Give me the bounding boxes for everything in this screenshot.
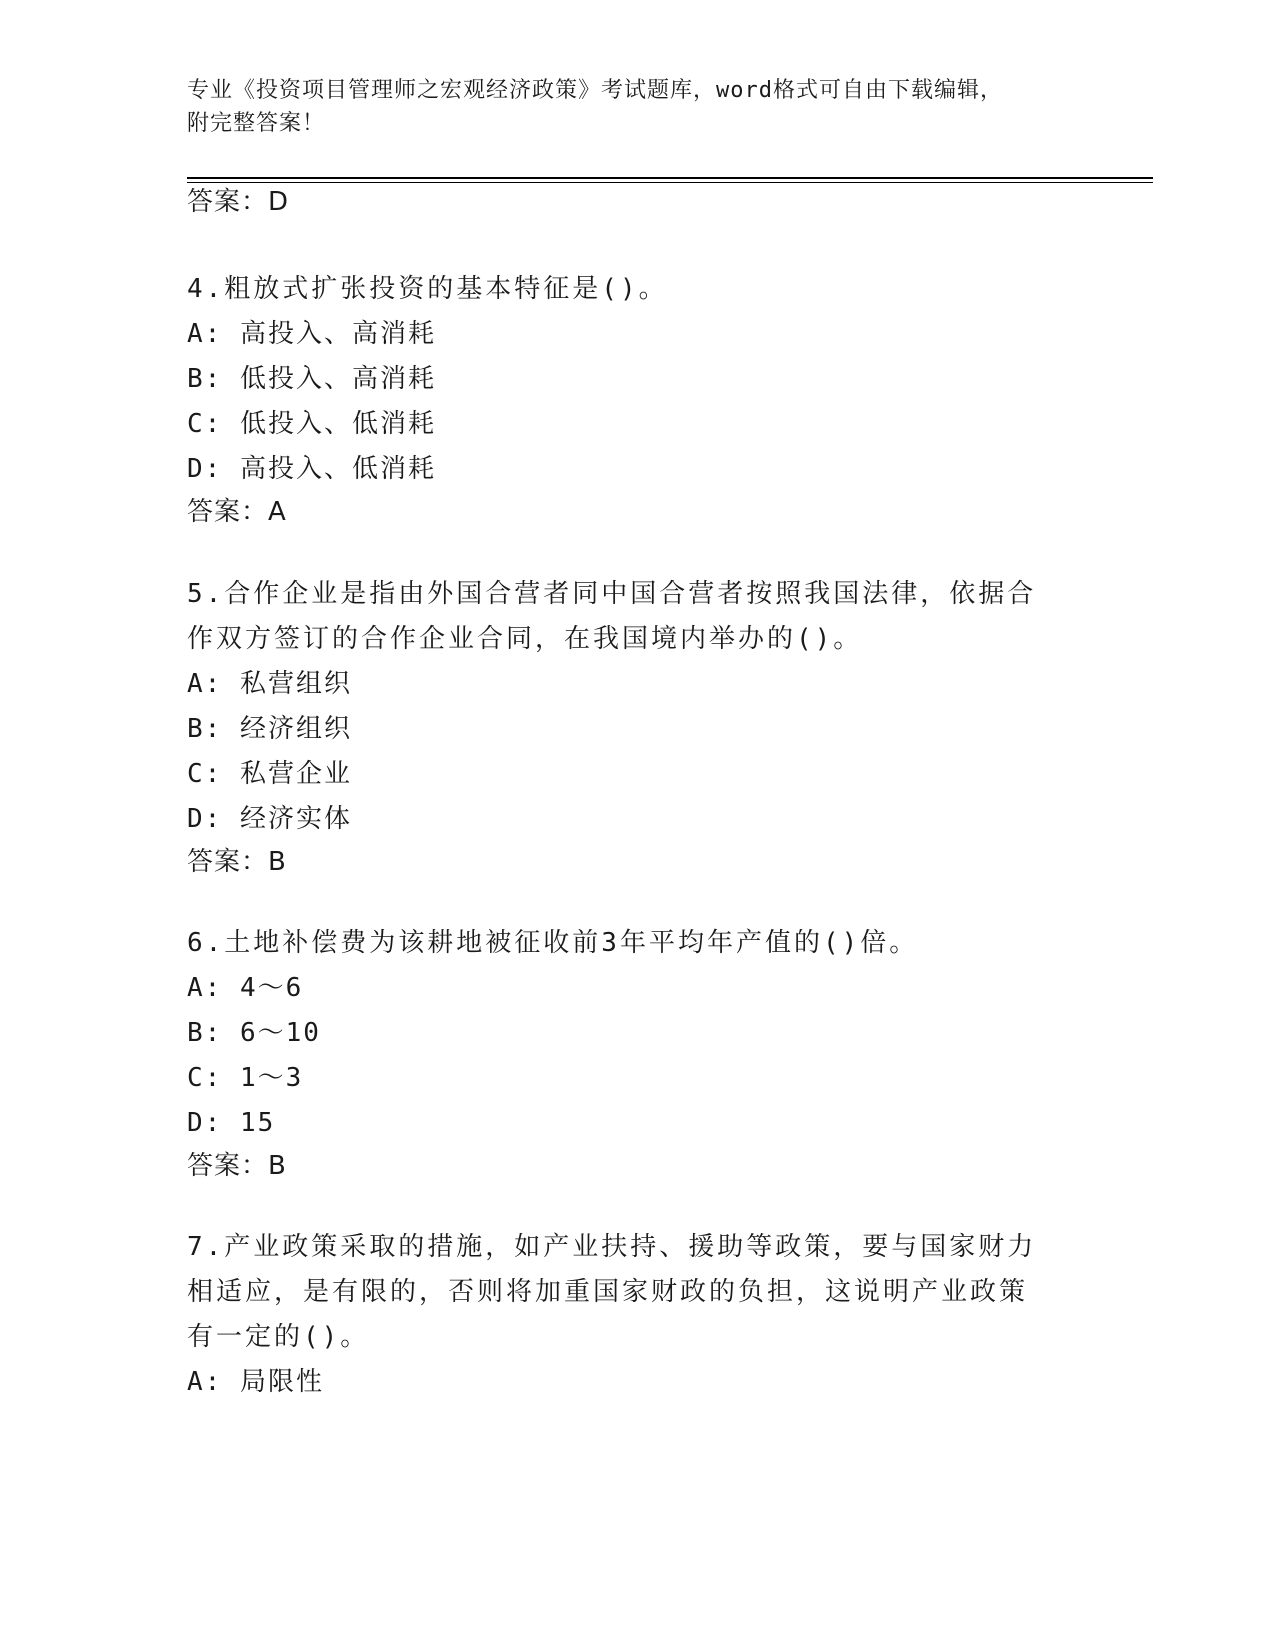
question-4-option-c: C: 低投入、低消耗: [187, 409, 436, 439]
question-6-text: 6.土地补偿费为该耕地被征收前3年平均年产值的()倍。: [187, 928, 919, 958]
question-5-text: 5.合作企业是指由外国合营者同中国合营者按照我国法律，依据合作双方签订的合作企业合同，在我国境内举办的()。: [187, 579, 1037, 654]
question-5-option-b: B: 经济组织: [187, 714, 352, 744]
header-divider-thick: [187, 177, 1153, 179]
question-6-answer: 答案：B: [187, 1151, 287, 1181]
question-6-option-a: A: 4～6: [187, 973, 304, 1003]
question-5-option-c: C: 私营企业: [187, 759, 352, 789]
question-4-option-d: D: 高投入、低消耗: [187, 454, 436, 484]
answer-label-prev: 答案：D: [187, 187, 290, 217]
question-7-option-a: A: 局限性: [187, 1367, 324, 1397]
document-header: [187, 74, 1047, 140]
question-6-option-b: B: 6～10: [187, 1018, 321, 1048]
question-4: [187, 267, 1047, 532]
question-5-answer: 答案：B: [187, 847, 287, 877]
question-7-text: 7.产业政策采取的措施，如产业扶持、援助等政策，要与国家财力相适应，是有限的，否则将加重国家财政的负担，这说明产业政策有一定的()。: [187, 1232, 1037, 1352]
question-4-text: 4.粗放式扩张投资的基本特征是()。: [187, 274, 668, 304]
question-4-option-b: B: 低投入、高消耗: [187, 364, 436, 394]
question-6: [187, 921, 1047, 1186]
question-6-option-c: C: 1～3: [187, 1063, 304, 1093]
question-7: [187, 1225, 1047, 1405]
question-4-answer: 答案：A: [187, 497, 287, 527]
question-5-option-a: A: 私营组织: [187, 669, 352, 699]
header-line-1: 专业《投资项目管理师之宏观经济政策》考试题库，word格式可自由下载编辑，: [187, 78, 1003, 103]
header-line-2: 附完整答案！: [187, 111, 326, 136]
question-4-option-a: A: 高投入、高消耗: [187, 319, 436, 349]
question-5: [187, 572, 1047, 882]
question-5-option-d: D: 经济实体: [187, 804, 352, 834]
question-6-option-d: D: 15: [187, 1108, 276, 1138]
